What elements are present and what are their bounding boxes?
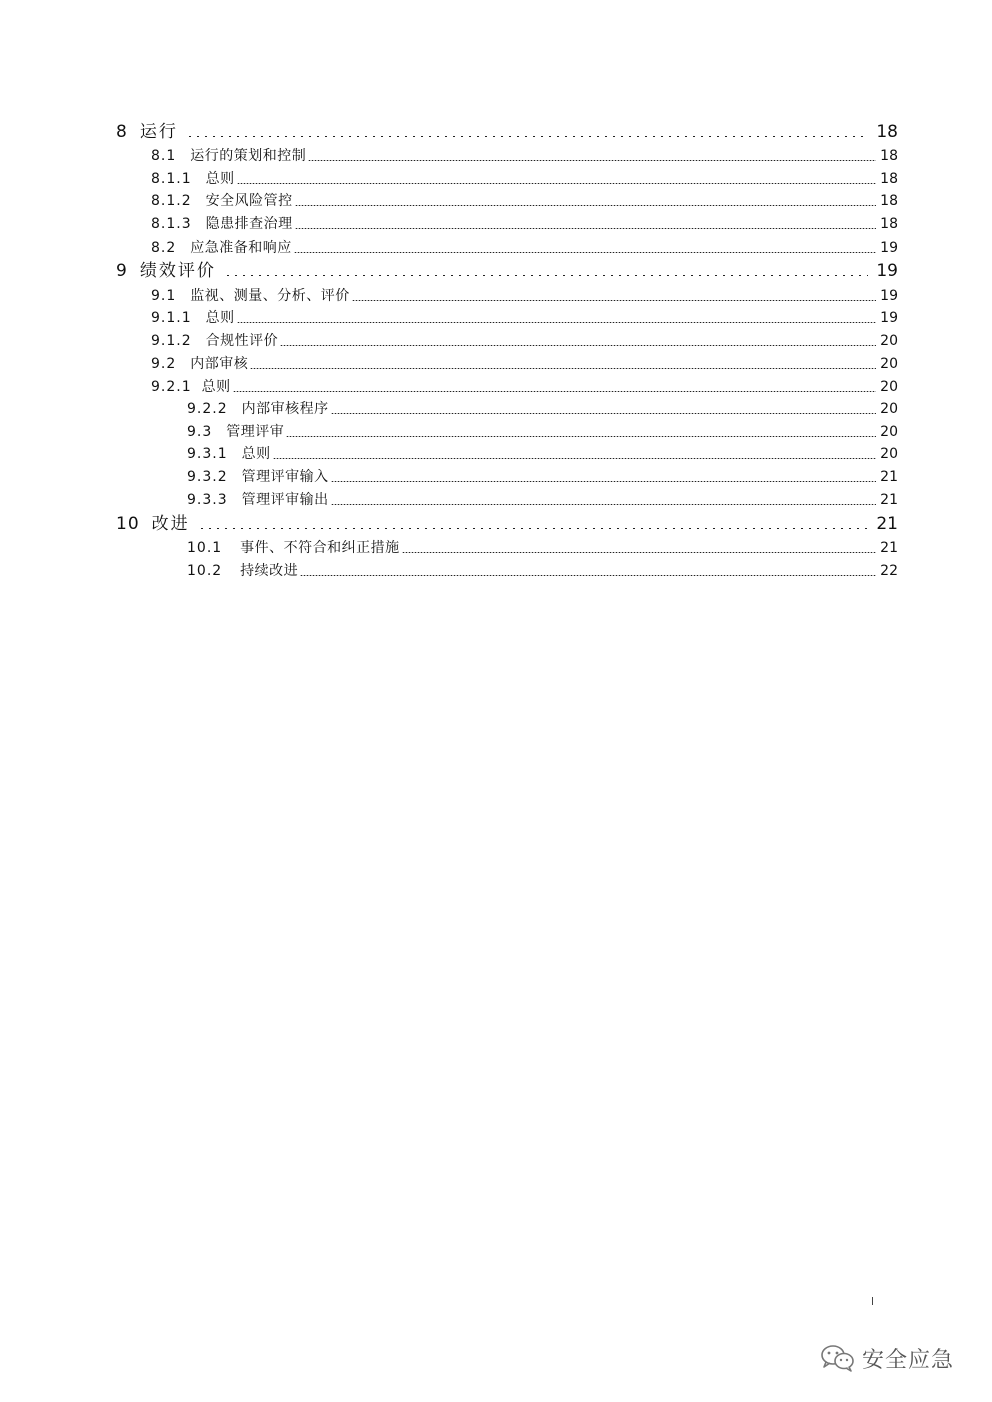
toc-entry-number: 8.1.3: [151, 216, 192, 232]
toc-entry-page: 18: [876, 122, 898, 142]
toc-entry-title: 安全风险管控: [205, 193, 293, 209]
toc-entry-title: 管理评审: [226, 424, 285, 440]
toc-entry-page: 20: [880, 401, 898, 417]
toc-entry-number: 9.1.2: [151, 333, 192, 349]
toc-entry: [151, 190, 898, 212]
toc-entry-page: 19: [880, 288, 898, 304]
toc-entry-number: 9.2.1: [151, 379, 192, 395]
toc-entry-title: 内部审核程序: [241, 401, 329, 417]
toc-entry-page: 20: [880, 333, 898, 349]
dot-leader: [198, 528, 869, 529]
toc-entry-page: 20: [880, 446, 898, 462]
toc-entry-number: 9.3.1: [187, 446, 228, 462]
toc-entry-title: 改进: [151, 514, 190, 534]
toc-entry-title: 应急准备和响应: [190, 240, 292, 256]
toc-entry: [187, 489, 898, 511]
toc-entry-title: 总则: [205, 171, 235, 187]
toc-entry-number: 9.3.3: [187, 492, 228, 508]
toc-entry-title: 管理评审输出: [241, 492, 329, 508]
dot-leader: [237, 183, 876, 184]
dot-leader: [295, 228, 876, 229]
dot-leader: [352, 300, 876, 301]
watermark-text: 安全应急: [862, 1347, 955, 1373]
toc-entry-page: 19: [876, 261, 898, 281]
toc-entry-page: 21: [880, 492, 898, 508]
toc-entry-number: 9.1: [151, 288, 177, 304]
dot-leader: [402, 552, 876, 553]
toc-entry-number: 9.1.1: [151, 310, 192, 326]
toc-entry-number: 10: [116, 514, 140, 534]
toc-entry-title: 运行的策划和控制: [190, 148, 307, 164]
dot-leader: [224, 275, 869, 276]
toc-entry: [187, 421, 898, 443]
toc-entry-page: 22: [880, 563, 898, 579]
toc-entry: [187, 560, 898, 582]
toc-entry: [187, 537, 898, 559]
dot-leader: [250, 368, 876, 369]
watermark: [818, 1340, 954, 1376]
toc-entry: [151, 168, 898, 190]
toc-entry-page: 18: [880, 193, 898, 209]
toc-entry-title: 合规性评价: [205, 333, 279, 349]
dot-leader: [295, 205, 876, 206]
toc-entry-number: 8: [116, 122, 128, 142]
toc-entry-page: 18: [880, 171, 898, 187]
toc-entry-number: 8.1.1: [151, 171, 192, 187]
toc-entry-page: 19: [880, 310, 898, 326]
dot-leader: [294, 252, 876, 253]
toc-entry-number: 9.2: [151, 356, 177, 372]
toc-entry-number: 9: [116, 261, 128, 281]
toc-entry-number: 10.1: [187, 540, 223, 556]
page-mark: [872, 1297, 873, 1305]
dot-leader: [331, 413, 876, 414]
toc-entry: [151, 330, 898, 352]
toc-entry-page: 20: [880, 379, 898, 395]
toc-entry: [151, 376, 898, 398]
toc-entry: [151, 237, 898, 259]
dot-leader: [280, 345, 876, 346]
toc-entry-title: 持续改进: [240, 563, 299, 579]
dot-leader: [233, 391, 876, 392]
toc-entry: [187, 466, 898, 488]
toc-entry-number: 8.1.2: [151, 193, 192, 209]
toc-entry-title: 运行: [139, 122, 178, 142]
toc-entry-page: 19: [880, 240, 898, 256]
toc-entry: [151, 145, 898, 167]
toc-entry-page: 20: [880, 356, 898, 372]
dot-leader: [331, 504, 876, 505]
toc-entry-page: 20: [880, 424, 898, 440]
dot-leader: [237, 322, 876, 323]
toc-entry-title: 绩效评价: [139, 261, 216, 281]
dot-leader: [286, 436, 876, 437]
toc-entry-page: 18: [880, 148, 898, 164]
toc-entry-title: 监视、测量、分析、评价: [190, 288, 350, 304]
toc-entry: [151, 285, 898, 307]
toc-entry-title: 管理评审输入: [241, 469, 329, 485]
toc-entry: [151, 353, 898, 375]
toc-entry-page: 18: [880, 216, 898, 232]
toc-entry-number: 8.2: [151, 240, 177, 256]
toc-entry-title: 总则: [205, 310, 235, 326]
toc-entry-number: 8.1: [151, 148, 177, 164]
toc-entry-page: 21: [876, 514, 898, 534]
toc-entry-title: 内部审核: [190, 356, 249, 372]
table-of-contents: [0, 0, 992, 600]
toc-entry-number: 9.3.2: [187, 469, 228, 485]
dot-leader: [186, 136, 869, 137]
dot-leader: [300, 575, 876, 576]
toc-entry: [187, 398, 898, 420]
dot-leader: [308, 160, 876, 161]
toc-entry-page: 21: [880, 469, 898, 485]
toc-entry-title: 总则: [201, 379, 231, 395]
toc-entry-title: 隐患排查治理: [205, 216, 293, 232]
toc-entry-title: 总则: [241, 446, 271, 462]
dot-leader: [273, 458, 876, 459]
wechat-icon: [818, 1342, 858, 1374]
toc-entry: [116, 512, 898, 536]
toc-entry-number: 10.2: [187, 563, 223, 579]
dot-leader: [331, 481, 876, 482]
toc-entry: [151, 307, 898, 329]
toc-entry-title: 事件、不符合和纠正措施: [240, 540, 400, 556]
toc-entry: [116, 120, 898, 144]
toc-entry: [116, 259, 898, 283]
toc-entry-number: 9.2.2: [187, 401, 228, 417]
toc-entry-number: 9.3: [187, 424, 213, 440]
toc-entry: [151, 213, 898, 235]
toc-entry: [187, 443, 898, 465]
toc-entry-page: 21: [880, 540, 898, 556]
